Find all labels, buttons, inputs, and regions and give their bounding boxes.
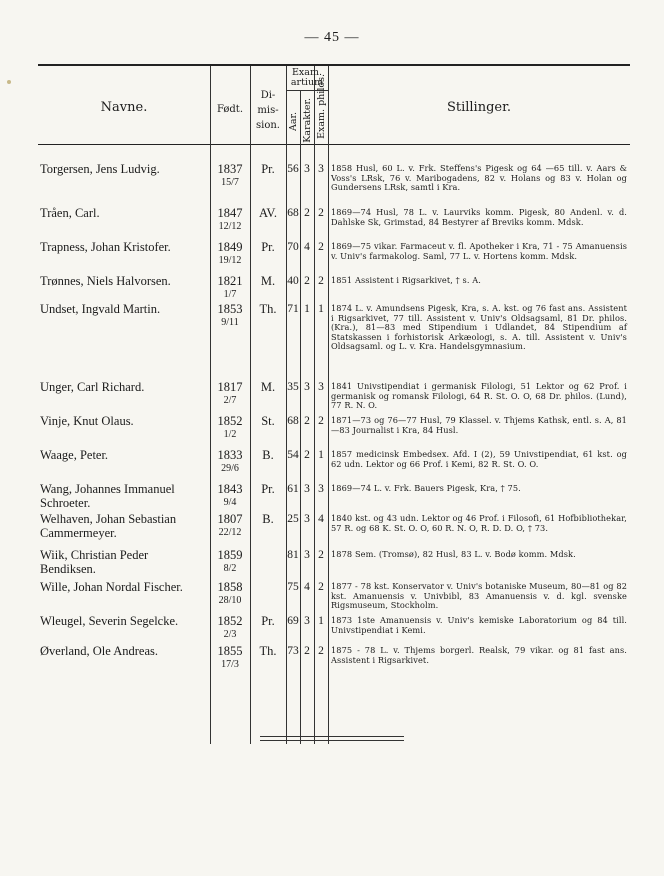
header-dimission-line: mis- [257,105,279,116]
artium-year: 68 [287,415,299,427]
closing-double-rule [260,736,404,741]
dimission-school: St. [261,414,275,428]
person-name [40,380,212,394]
birth-date: 8/2 [223,563,237,574]
artium-year: 81 [287,549,299,561]
person-name [40,240,212,254]
person-name [40,512,212,540]
positions-text: 1871—73 og 76—77 Husl, 79 Klassel. v. Thjems Kathsk, entl. s. A, 81—83 Journalist i Kra, 84 Husl. [331,415,627,435]
person-name-line: Unger, Carl Richard. [40,380,145,394]
birth-date: 19/12 [218,255,242,266]
person-name [40,302,212,316]
person-name-line: Bendiksen. [40,562,96,576]
person-name [40,482,212,510]
positions-text: 1873 1ste Amanuensis v. Univ's kemiske Laboratorium og 84 till. Univstipendiat i Kemi. [331,615,627,635]
birth-year: 1833 [217,448,243,462]
person-name-line: Schroeter. [40,496,91,510]
artium-year: 56 [287,163,299,175]
dimission-school: Pr. [261,614,275,628]
artium-year: 73 [287,645,299,657]
philos-grade: 2 [318,275,324,287]
birth-year: 1859 [217,548,243,562]
person-name [40,162,212,176]
person-name-line: Wang, Johannes Immanuel [40,482,175,496]
positions-text: 1858 Husl, 60 L. v. Frk. Steffens's Pigesk og 64 —65 till. v. Aars & Voss's LRsk, 76 v. Maribogadens, 82 v. Holans og 83 v. Holan og Gundersens LRsk, samtl i Kra. [331,163,627,193]
dimission-school: M. [260,274,276,288]
divider [300,90,301,144]
birth-year: 1847 [217,206,243,220]
birth-year: 1852 [217,414,243,428]
dimission-school: Pr. [261,482,275,496]
positions-text: 1877 - 78 kst. Konservator v. Univ's botaniske Museum, 80—81 og 82 kst. Amanuensis v. Univbibl, 83 Amanuensis v. d. kgl. svenske Rigsmuseum, Stockholm. [331,581,627,611]
philos-grade: 4 [318,513,324,525]
dimission-school: Th. [259,644,277,658]
birth-date: 9/11 [221,317,239,328]
philos-grade: 3 [318,483,324,495]
philos-grade: 2 [318,581,324,593]
birth-date: 22/12 [218,527,242,538]
birth-date: 2/3 [223,629,237,640]
philos-grade: 1 [318,449,324,461]
person-name-line: Wiik, Christian Peder [40,548,149,562]
birth-year: 1843 [217,482,243,496]
positions-text: 1857 medicinsk Embedsex. Afd. I (2), 59 Univstipendiat, 61 kst. og 62 udn. Lektor og 66 Prof. i Kemi, 82 R. St. O. O. [331,449,627,469]
artium-grade: 3 [304,483,310,495]
person-name-line: Wille, Johan Nordal Fischer. [40,580,183,594]
artium-year: 75 [287,581,299,593]
philos-grade: 2 [318,415,324,427]
birth-year: 1821 [217,274,243,288]
person-name [40,448,212,462]
birth-year: 1837 [217,162,243,176]
artium-year: 40 [287,275,299,287]
header-dimission [250,88,286,133]
person-name [40,206,212,220]
dimission-school: Pr. [261,240,275,254]
margin-mark [7,80,11,84]
artium-grade: 2 [304,275,310,287]
philos-grade: 2 [318,645,324,657]
page-number: — 45 — [304,30,360,45]
header-fodt: Født. [216,104,243,115]
header-dimission-line: sion. [256,120,280,131]
person-name-line: Tråen, Carl. [40,206,100,220]
person-name [40,580,212,594]
artium-grade: 4 [304,241,310,253]
artium-grade: 3 [304,549,310,561]
header-exam-philos: Exam. philos. [316,74,327,139]
positions-text: 1841 Univstipendiat i germanisk Filologi, 51 Lektor og 62 Prof. i germanisk og romansk Filologi, 64 R. St. O. O, 68 Dr. philos. (Lund), 77 R. N. O. [331,381,627,411]
artium-year: 68 [287,207,299,219]
positions-text: 1869—75 vikar. Farmaceut v. fl. Apotheker i Kra, 71 - 75 Amanuensis v. Univ's farmakolog. Saml, 77 L. v. Hortens komm. Mdsk. [331,241,627,261]
header-stillinger: Stillinger. [446,100,512,115]
artium-grade: 3 [304,163,310,175]
birth-date: 2/7 [223,395,237,406]
person-name [40,614,212,628]
artium-year: 71 [287,303,299,315]
person-name-line: Welhaven, Johan Sebastian [40,512,177,526]
positions-text: 1874 L. v. Amundsens Pigesk, Kra, s. A. kst. og 76 fast ans. Assistent i Rigsarkivet, 77 till. Assistent v. Univ's Oldsagsaml, 81 Dr. philos. (Kra.), 81—83 med Stipendium i Udlandet, 84 Stipendium af Statskassen i forhistorisk Arkæologi, s. A. till. Assistent v. Univ's Oldsagsaml. og L. v. Kra. Handelsgymnasium. [331,303,627,352]
header-karakter: Karakter. [302,98,313,143]
artium-year: 61 [287,483,299,495]
birth-date: 12/12 [218,221,242,232]
artium-grade: 2 [304,449,310,461]
birth-date: 1/2 [223,429,237,440]
birth-year: 1849 [217,240,243,254]
birth-date: 9/4 [223,497,237,508]
artium-year: 35 [287,381,299,393]
birth-year: 1817 [217,380,243,394]
person-name-line: Cammermeyer. [40,526,117,540]
person-name-line: Undset, Ingvald Martin. [40,302,161,316]
person-name-line: Vinje, Knut Olaus. [40,414,134,428]
artium-grade: 2 [304,415,310,427]
artium-grade: 1 [304,303,310,315]
philos-grade: 1 [318,303,324,315]
positions-text: 1851 Assistent i Rigsarkivet, † s. A. [331,275,481,285]
birth-year: 1855 [217,644,243,658]
person-name-line: Wleugel, Severin Segelcke. [40,614,179,628]
person-name-line: Trønnes, Niels Halvorsen. [40,274,171,288]
table-body [38,144,630,744]
dimission-school: AV. [259,206,277,220]
philos-grade: 3 [318,381,324,393]
dimission-school: Pr. [261,162,275,176]
birth-date: 29/6 [221,463,239,474]
birth-year: 1807 [217,512,243,526]
header-exam-artium: Exam. artium [290,67,324,88]
birth-date: 28/10 [218,595,242,606]
positions-text: 1878 Sem. (Tromsø), 82 Husl, 83 L. v. Bodø komm. Mdsk. [331,549,576,559]
person-name-line: Torgersen, Jens Ludvig. [40,162,160,176]
dimission-school: B. [262,512,274,526]
dimission-school: Th. [259,302,277,316]
person-name-line: Trapness, Johan Kristofer. [40,240,171,254]
dimission-school: M. [260,380,276,394]
birth-date: 15/7 [221,177,239,188]
positions-text: 1869—74 L. v. Frk. Bauers Pigesk, Kra, † 75. [331,483,521,493]
header-dimission-line: Di- [260,90,276,101]
birth-year: 1852 [217,614,243,628]
philos-grade: 2 [318,549,324,561]
positions-text: 1875 - 78 L. v. Thjems borgerl. Realsk, 79 vikar. og 81 fast ans. Assistent i Rigsarkivet. [331,645,627,665]
artium-grade: 2 [304,207,310,219]
artium-year: 25 [287,513,299,525]
artium-grade: 3 [304,381,310,393]
philos-grade: 3 [318,163,324,175]
artium-year: 70 [287,241,299,253]
dimission-school: B. [262,448,274,462]
birth-date: 17/3 [221,659,239,670]
positions-text: 1840 kst. og 43 udn. Lektor og 46 Prof. i Filosofi, 61 Hofbibliothekar, 57 R. og 68 K. St. O. O, 60 R. N. O, R. D. D. O, † 73. [331,513,627,533]
positions-text: 1869—74 Husl, 78 L. v. Laurviks komm. Pigesk, 80 Andenl. v. d. Dahlske Sk, Grimstad, 84 Bestyrer af Breviks komm. Mdsk. [331,207,627,227]
header-navne: Navne. [100,100,148,115]
artium-year: 54 [287,449,299,461]
birth-year: 1858 [217,580,243,594]
person-name [40,548,212,576]
header-aar: Aar. [288,112,299,132]
artium-grade: 3 [304,615,310,627]
birth-year: 1853 [217,302,243,316]
person-name-line: Waage, Peter. [40,448,109,462]
person-name [40,414,212,428]
artium-grade: 3 [304,513,310,525]
artium-grade: 2 [304,645,310,657]
birth-date: 1/7 [223,289,237,300]
person-name [40,644,212,658]
table-header [38,66,630,145]
philos-grade: 1 [318,615,324,627]
divider [328,144,329,744]
philos-grade: 2 [318,207,324,219]
artium-year: 69 [287,615,299,627]
philos-grade: 2 [318,241,324,253]
person-name-line: Øverland, Ole Andreas. [40,644,159,658]
person-name [40,274,212,288]
artium-grade: 4 [304,581,310,593]
